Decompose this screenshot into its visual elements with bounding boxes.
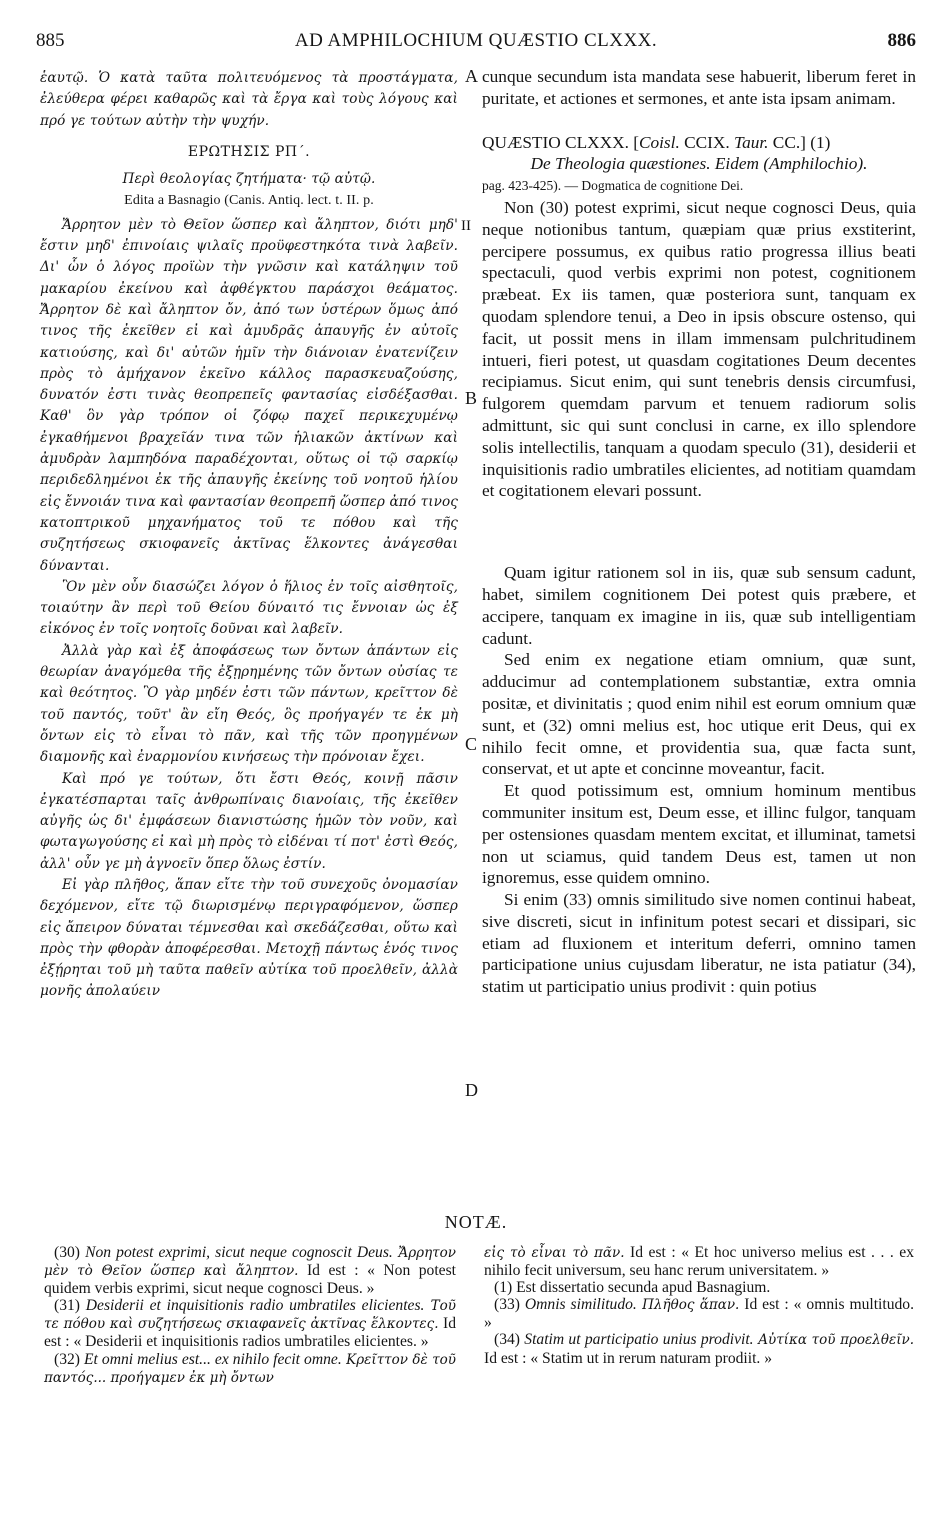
note-greek: Αὐτίκα τοῦ προελθεῖν. — [753, 1332, 915, 1349]
greek-paragraph: Ἄρρητον μὲν τὸ Θεῖον ὥσπερ καὶ ἄληπτον, διότι μηδ' ἔστιν μηδ' ἐπινοίαις ψιλαῖς προϋφεστηκότα τινὰ λαβεῖν. Δι' ὧν ὁ λόγος προϊὼν τὴν γνῶσιν καὶ κατάληψιν τοῦ μακαρίου ἐκείνου καὶ ἀφθέγκτου παράσχοι θεάματος. Ἄρρητον δὲ καὶ ἄληπτον ὄν, ἀπό των ὑστέρων ὅμως ἀπό τινος τῆς ἐκεῖθεν εἰ καὶ ἀμυδρᾶς ἀπαυγῆς ἐν αὐτοῖς κατιούσης, καὶ δι' αὐτῶν ἡμῖν τὴν διάνοιαν ἐνατενίζειν πρὸς τὸ ἀμήχανον ἐκεῖνο κάλλος παρασκευαζούσης, δυνατόν ἐστι τινὰς θεοπρεπεῖς φαντασίας εἰσδέξασθαι. Καθ' ὃν γὰρ τρόπον οἱ ζόφῳ παχεῖ περικεχυμένῳ ἐγκαθήμενοι βραχεῖάν τινα τῶν ἡλιακῶν ἀκτίνων καὶ ἀμυδρὰν λαμπηδόνα παραδέχονται, οὕτως οἱ τῷ σαρκίῳ περιδεδλημένοι ἐκ τῆς ἀπαυγῆς ἐκείνης τοῦ νοητοῦ ἡλίου εἰς ἔννοιάν τινα καὶ φαντασίαν θεοπρεπῆ ὥσπερ ἀπό τινος κατοπτρικοῦ μηχανήματος τοῦ τε πόθου καὶ τῆς συζητήσεως σκιοφανεῖς ἀκτῖνας ἕλκοντες ἀνάγεσθαι δύνανται. — [40, 216, 458, 574]
footnote — [44, 1244, 456, 1297]
footnote — [484, 1331, 914, 1366]
greek-paragraph: Καὶ πρό γε τούτων, ὅτι ἔστι Θεός, κοινῇ πᾶσιν ἐγκατέσπαρται ταῖς ἀνθρωπίναις διανοίαις, τῆς ἐκεῖθεν αὐγῆς ὡς δι' ἐμφάσεων διανιστώσης ἡμῶν τὸν νοῦν, καὶ φωταγωγούσης εἰ καὶ μὴ πρὸς τὸ εἰδέναι τί ποτ' ἐστὶ Θεός, ἀλλ' οὖν γε μὴ ἀγνοεῖν ὅπερ ὅλως ἐστίν. — [40, 770, 458, 872]
page-number-right: 886 — [887, 30, 916, 51]
greek-question-subtitle: Περὶ θεολογίας ζητήματα· τῷ αὐτῷ. — [122, 171, 376, 188]
note-ref: (34) — [494, 1331, 525, 1349]
note-text: Id est : « Et hoc universo melius est . . . ex nihilo fecit universum, seu hanc rerum universitatem. » — [484, 1244, 914, 1280]
latin-paragraph: Sed enim ex negatione etiam omnium, quæ sunt, adducimur ad contemplationem substantiæ, extra omnia positæ, et divinitatis ; quod enim nihil est eorum omnium quæ sunt, et (32) omni melius est, hoc utique erit Deus, qui ex nihilo fecit omne, et providentia sua, quæ facta sunt, conservat, et ut apte et concinne moveantur, facit. — [482, 650, 916, 779]
page-header — [36, 30, 916, 56]
note-lemma: Et omni melius est... ex nihilo fecit omne. — [84, 1350, 342, 1368]
greek-column — [40, 68, 458, 1003]
note-greek: Ἄρρητον μὲν τὸ Θεῖον ὥσπερ καὶ ἄληπτον. — [44, 1245, 456, 1280]
margin-letter-c: C — [465, 734, 478, 754]
latin-paragraph: Si enim (33) omnis similitudo sive nomen continui habeat, sive discreti, sicut in infinitum potest secari et dissipari, sic etiam ad fluxionem et interitum deferri, omnino tamen participatione unius cujusdam liberatur, ne ista patiatur (34), statim ut participatio unius prodivit : quin potius — [482, 890, 916, 997]
title-text: CC.] (1) — [768, 132, 831, 152]
footnote — [44, 1351, 456, 1387]
title-text: QUÆSTIO CLXXX. [ — [482, 132, 639, 152]
note-ref: (31) — [54, 1297, 86, 1315]
note-text: Id est : « Desiderii et inquisitionis radios umbratiles elicientes. » — [44, 1315, 457, 1351]
greek-question-title: ΕΡΩΤΗΣΙΣ ΡΠ΄. — [187, 143, 311, 160]
title-text: Coisl. — [638, 132, 680, 152]
footnote-continuation — [484, 1244, 914, 1279]
footnote — [44, 1297, 456, 1350]
note-ref: (33) — [494, 1296, 525, 1314]
note-greek: Κρεῖττον δὲ τοῦ παντός... προήγαμεν ἐκ μὴ ὄντων — [44, 1351, 456, 1386]
page-number-left: 885 — [36, 30, 65, 51]
paragraph-gap — [482, 502, 916, 562]
note-greek: Τοῦ τε πόθου καὶ συζητήσεως σκιαφανεῖς ἀκτῖνας ἕλκοντες. — [44, 1298, 456, 1333]
latin-paragraph: Quam igitur rationem sol in iis, quæ sub sensum cadunt, habet, similem cognitionem Dei potest quis præbere, et accipere, tanquam ex imagine in iis, quæ sub intelligentiam cadunt. — [482, 563, 916, 648]
note-lemma: Desiderii et inquisitionis radio umbratiles elicientes. — [85, 1297, 425, 1315]
greek-paragraph: Ὃν μὲν οὖν διασώζει λόγον ὁ ἥλιος ἐν τοῖς αἰσθητοῖς, τοιαύτην ἂν περὶ τοῦ Θείου δύναιτό τις ἔννοιαν ὡς ἐξ εἰκόνος ἐν τοῖς νοητοῖς δοῦναι καὶ λαβεῖν. — [40, 578, 458, 638]
note-text: Id est : « Non potest quidem verbis exprimi, sicut neque cognosci Deus. » — [44, 1262, 457, 1298]
note-text: Id est : « omnis multitudo. » — [484, 1296, 914, 1332]
note-lemma: Non potest exprimi, sicut neque cognoscit Deus. — [85, 1244, 393, 1261]
margin-letter-a: A — [465, 66, 478, 86]
footnote — [484, 1296, 914, 1331]
margin-letter-b: B — [465, 388, 478, 408]
footnote: (1) Est dissertatio secunda apud Basnagium. — [494, 1279, 771, 1297]
latin-paragraph: cunque secundum ista mandata sese habuerit, liberum feret in puritate, et actiones et sermones, et ante ista ipsam animam. — [482, 67, 916, 108]
latin-column — [482, 66, 916, 998]
notes-right-column — [484, 1244, 914, 1367]
note-text: Id est : « Statim ut in rerum naturam prodiit. » — [484, 1349, 773, 1367]
notes-left-column — [44, 1244, 456, 1387]
note-lemma: Omnis similitudo. — [524, 1296, 637, 1314]
note-greek: Πλῆθος ἅπαν. — [636, 1297, 740, 1314]
page-range-note: pag. 423-425). — Dogmatica de cognitione Dei. — [482, 178, 744, 194]
title-text: CCIX. — [679, 132, 735, 152]
greek-paragraph: Εἰ γὰρ πλῆθος, ἅπαν εἴτε τὴν τοῦ συνεχοῦς ὀνομασίαν δεχόμενον, εἴτε τῷ διωρισμένῳ περιγραφόμενον, ὥσπερ εἰς ἄπειρον δύναται τέμνεσθαι καὶ σκεδάζεσθαι, οὕτω καὶ πρὸς τὴν φθορὰν ἀποφέρεσθαι. Μετοχῇ πάντως ἑνός τινος ἐξῄρηται τοῦ μὴ ταῦτα παθεῖν αὐτίκα τοῦ προελθεῖν, ἀλλὰ μονῆς ἀπολαύειν — [40, 876, 458, 1000]
notes-title: NOTÆ. — [444, 1212, 508, 1232]
edition-note: Edita a Basnagio (Canis. Antiq. lect. t. II. p. — [124, 193, 374, 209]
latin-question-title — [482, 132, 916, 154]
note-ref: (32) — [54, 1350, 85, 1368]
running-title: AD AMPHILOCHIUM QUÆSTIO CLXXX. — [294, 30, 658, 51]
latin-paragraph: Et quod potissimum est, omnium hominum mentibus communiter insitum est, Deum esse, et illinc fulgor, tanquam per ostensiones quasdam mentem excitat, et illuminat, tametsi non ut sciamus, quid tandem Deus est, tamen ut non ignoremus, esse quidem omnino. — [482, 781, 916, 888]
greek-paragraph: Ἀλλὰ γὰρ καὶ ἐξ ἀποφάσεως των ὄντων ἁπάντων εἰς θεωρίαν ἀναγόμεθα τῆς ἐξῃρημένης τῶν ὄντων οὐσίας τε καὶ θεότητος. Ὃ γὰρ μηδέν ἐστι τῶν πάντων, κρεῖττον δὲ τοῦ παντός, τοῦτ' ἂν εἴη Θεός, ὃς προήγαγέν τε ἐκ μὴ ὄντων εἰς τὸ εἶναι τὸ πᾶν, καὶ τῆς τῶν προηγμένων διαμονῆς καὶ ἐναρμονίου κινήσεως τὴν πρόνοιαν ἔχει. — [40, 642, 458, 766]
title-text: Taur. — [734, 132, 769, 152]
note-lemma: Statim ut participatio unius prodivit. — [524, 1331, 754, 1349]
note-greek: εἰς τὸ εἶναι τὸ πᾶν. — [484, 1245, 625, 1261]
note-ref: (30) — [54, 1244, 86, 1261]
margin-numeral: II — [461, 218, 471, 234]
latin-paragraph: Non (30) potest exprimi, sicut neque cognosci Deus, quia neque notionibus tantum, quæpiam quæ prius exstiterint, percipere possumus, ex quibus ratio progressa illius beati spectaculi, quod verbis exprimi non potest, cognitionem præbeat. Ex iis tamen, quæ posteriora sunt, tanquam ex quodam splendore tenui, a Deo in ipsis obscure ostenso, qui facit, ut possit mens in illam immensam pulchritudinem intueri, fieri potest, ut quasdam cogitationes Deum decentes recipiamus. Sicut enim, qui sunt tenebris densis circumfusi, fulgorem quemdam parvum et tenuem radiorum solis admittunt, sic qui sunt conclusi in carne, ex illo splendore solis intellectilis, tanquam a quodam speculo (31), desiderii et inquisitionis radio umbratiles elicientes, ad notitiam quamdam et cogitationem elevari possunt. — [482, 197, 916, 501]
greek-paragraph: ἑαυτῷ. Ὁ κατὰ ταῦτα πολιτευόμενος τὰ προστάγματα, ἐλεύθερα φέρει καθαρῶς καὶ τὰ ἔργα καὶ τοὺς λόγους καὶ πρό γε τούτων αὐτὴν τὴν ψυχήν. — [40, 70, 458, 129]
latin-question-subtitle: De Theologia quæstiones. Eidem (Amphilochio). — [530, 154, 868, 174]
margin-letter-d: D — [465, 1080, 478, 1100]
